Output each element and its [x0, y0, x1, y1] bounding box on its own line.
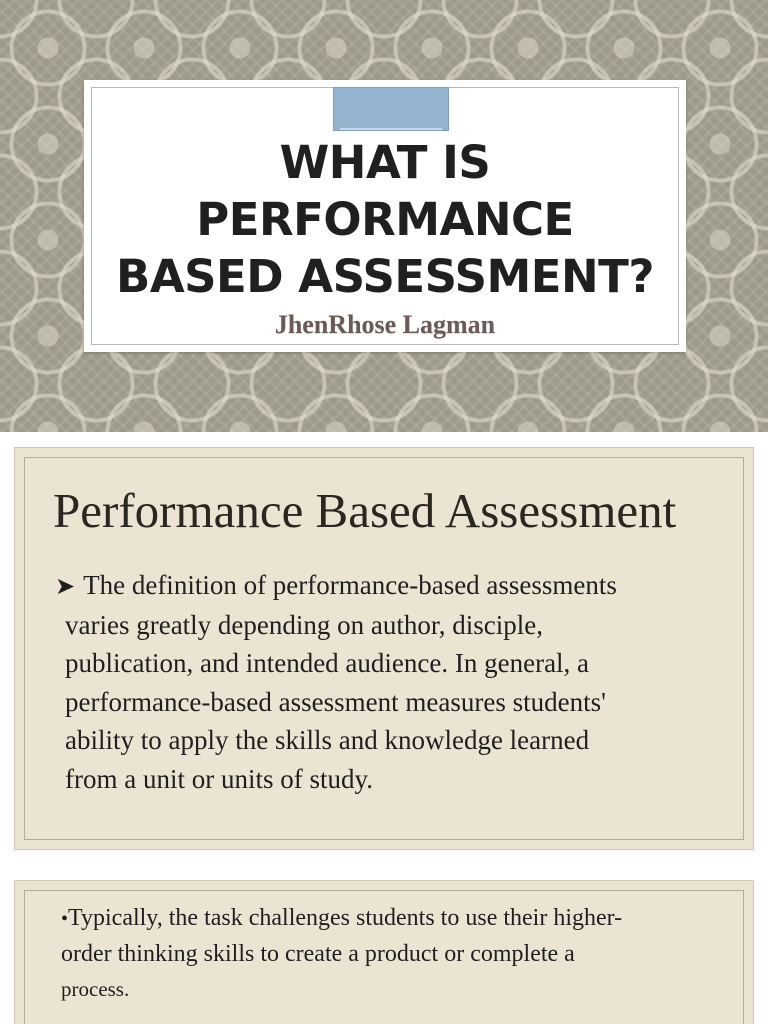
paragraph-line: publication, and intended audience. In general, a [65, 648, 590, 678]
paragraph-line: from a unit or units of study. [65, 763, 373, 794]
bullet-line: order thinking skills to create a product or complete a [61, 941, 575, 967]
slide-title: WHAT IS PERFORMANCE BASED ASSESSMENT? [116, 136, 654, 303]
slide-performance-based-assessment [14, 447, 754, 850]
bullet-list [61, 901, 721, 1007]
bullet-line: Typically, the task challenges students to use their higher- [68, 905, 623, 931]
title-slide [0, 0, 768, 432]
title-card [84, 80, 686, 352]
list-item [61, 901, 721, 937]
list-item-continuation [61, 972, 721, 1007]
bullet-dot-icon: • [61, 908, 69, 930]
slide-task-description [14, 880, 754, 1024]
paragraph-line: ability to apply the skills and knowledge learned [65, 725, 590, 755]
bullet-line: process. [61, 977, 130, 1001]
paragraph-line: The definition of performance-based assessments [83, 570, 617, 600]
paragraph-line: performance-based assessment measures students' [65, 686, 606, 717]
author-name: JhenRhose Lagman [274, 310, 496, 339]
arrow-bullet-icon: ➤ [55, 572, 76, 600]
definition-paragraph [55, 566, 725, 798]
title-accent-tab-line [340, 128, 442, 130]
paragraph-line: varies greatly depending on author, disciple, [65, 609, 544, 640]
title-accent-tab [333, 87, 449, 131]
list-item-continuation [61, 937, 721, 972]
title-card-frame [91, 87, 679, 345]
slide-heading: Performance Based Assessment [53, 483, 677, 538]
